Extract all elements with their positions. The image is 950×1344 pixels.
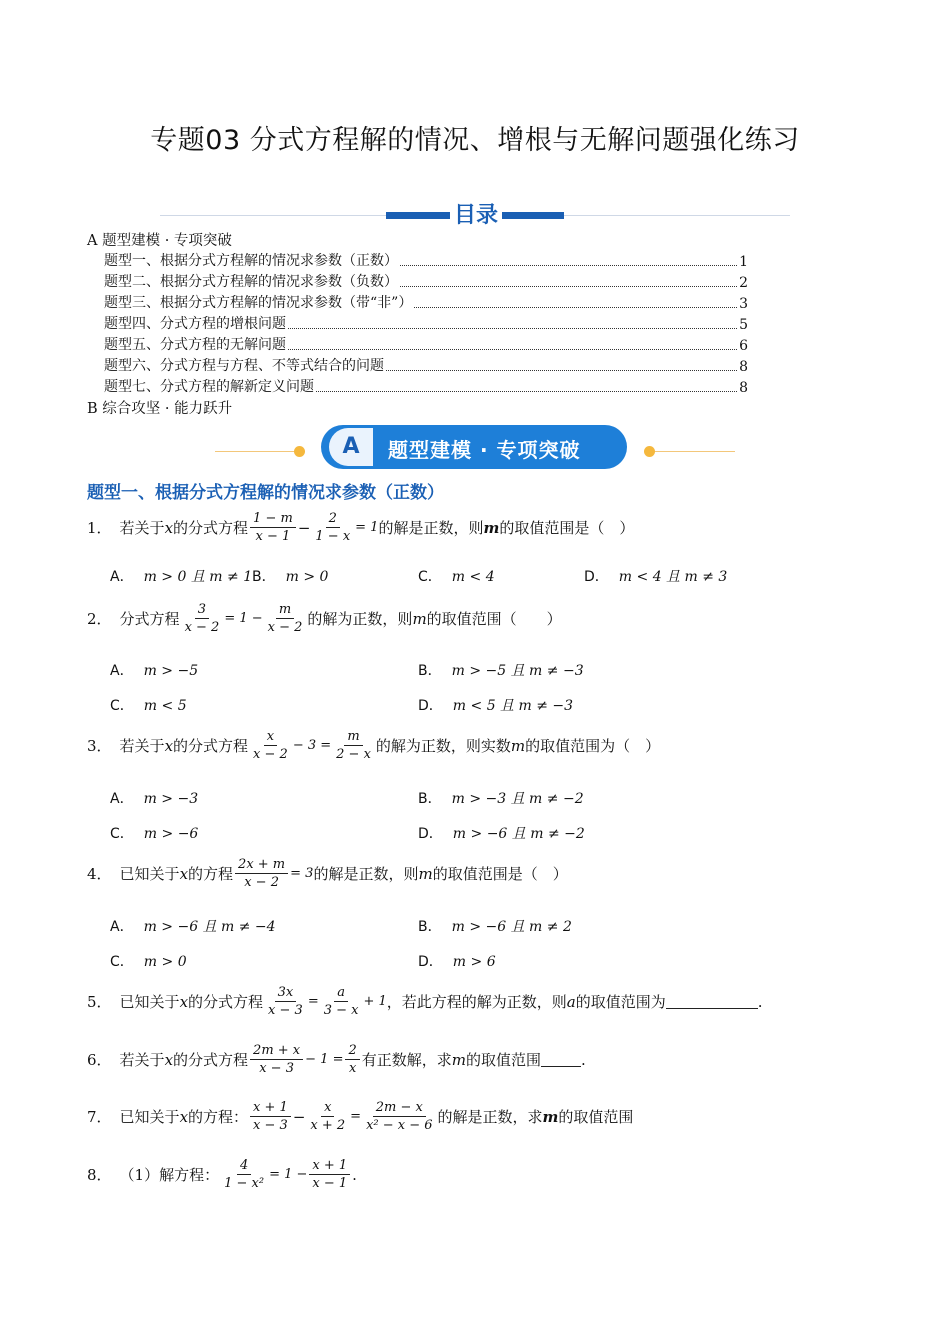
toc-dot-leader: [288, 349, 737, 350]
fraction-numerator: 2m − x: [373, 1100, 426, 1117]
math-operator: = 3: [290, 866, 314, 881]
option-b[interactable]: B． m > −5 且 m ≠ −3: [418, 663, 584, 679]
fraction: [250, 1100, 291, 1133]
question-text: .: [352, 1165, 357, 1184]
math-variable: x: [179, 864, 189, 883]
toc-entry-page: 6: [739, 338, 748, 354]
option-value: m > 0: [285, 569, 329, 585]
question-text: 的解是正数，则: [313, 865, 419, 883]
fraction-numerator: m: [276, 602, 294, 619]
toc-entry-page: 3: [739, 296, 748, 312]
option-d[interactable]: D． m > −6 且 m ≠ −2: [418, 826, 585, 842]
fraction-denominator: x − 2: [244, 875, 279, 890]
option-a[interactable]: A． m > 0 且 m ≠ 1: [110, 569, 253, 585]
fraction: [345, 1043, 359, 1076]
fraction-denominator: x + 2: [310, 1118, 346, 1133]
banner-dot-left: [294, 446, 305, 457]
question-4: [87, 857, 568, 890]
fraction-denominator: 1 − x: [315, 529, 351, 544]
option-c[interactable]: C． m < 5: [110, 698, 187, 714]
option-b[interactable]: B． m > 0: [252, 569, 329, 585]
option-value: m > −6 且 m ≠ −2: [452, 826, 585, 842]
question-text: 的解是正数，则: [378, 519, 484, 537]
question-text: 的分式方程: [173, 1051, 249, 1069]
math-variable: x: [164, 1050, 174, 1069]
option-b[interactable]: B． m > −6 且 m ≠ 2: [418, 919, 572, 935]
toc-entry-label: 题型六、分式方程与方程、不等式结合的问题: [104, 358, 384, 374]
question-number: 5．: [87, 993, 112, 1011]
question-text: .: [757, 992, 763, 1011]
question-3: [87, 729, 660, 762]
question-text: 的取值范围: [466, 1051, 542, 1069]
toc-entry-page: 8: [739, 380, 748, 396]
fraction: [250, 1043, 303, 1076]
fraction-denominator: 1 − x²: [224, 1176, 265, 1191]
option-value: m > −6 且 m ≠ 2: [451, 919, 572, 935]
question-text: 的解为正数，则实数: [375, 737, 511, 755]
math-variable: m: [418, 864, 433, 883]
question-text: 的取值范围为（ ）: [525, 737, 661, 755]
page-title: 专题03 分式方程解的情况、增根与无解问题强化练习: [150, 125, 800, 156]
toc-entry-label: 题型四、分式方程的增根问题: [104, 316, 286, 332]
question-text: 的分式方程: [188, 993, 264, 1011]
fraction-numerator: x: [264, 729, 277, 746]
option-value: m < 4 且 m ≠ 3: [618, 569, 728, 585]
banner-line-left: [215, 451, 305, 452]
question-text: 的解为正数，则: [307, 610, 413, 628]
math-operator: − 1 =: [305, 1052, 344, 1067]
question-text: 的分式方程: [173, 737, 249, 755]
fraction: [250, 511, 296, 544]
math-variable: m: [510, 736, 526, 755]
fraction-numerator: 3x: [275, 985, 297, 1002]
fraction: [265, 985, 306, 1018]
option-value: m > −3 且 m ≠ −2: [451, 791, 584, 807]
math-operator: =: [307, 994, 319, 1009]
question-text: 的取值范围为: [575, 993, 666, 1011]
toc-part-b[interactable]: B 综合攻坚 · 能力跃升: [87, 401, 233, 417]
toc-entry-label: 题型一、根据分式方程解的情况求参数（正数）: [104, 253, 398, 269]
option-b[interactable]: B． m > −3 且 m ≠ −2: [418, 791, 584, 807]
math-variable: x: [164, 518, 174, 537]
question-text: 已知关于: [119, 1108, 180, 1126]
fraction: [265, 602, 306, 635]
question-2: [87, 602, 562, 635]
option-value: m > 6: [452, 954, 496, 970]
toc-dot-leader: [316, 391, 737, 392]
fraction: [221, 1158, 267, 1191]
option-c[interactable]: C． m < 4: [418, 569, 495, 585]
toc-heading: 目录: [450, 198, 502, 229]
fraction-denominator: x − 2: [267, 620, 303, 635]
option-d[interactable]: D． m > 6: [418, 954, 496, 970]
toc-entry-page: 5: [739, 317, 748, 333]
fraction: [235, 857, 288, 890]
question-text: 若关于: [119, 519, 165, 537]
question-text: 的取值范围是（ ）: [432, 865, 568, 883]
question-text: 的方程：: [188, 1108, 249, 1126]
math-variable: m: [412, 609, 427, 628]
option-a[interactable]: A． m > −6 且 m ≠ −4: [110, 919, 276, 935]
question-6: [87, 1043, 586, 1076]
question-8: [87, 1158, 357, 1191]
math-operator: + 1: [363, 994, 387, 1009]
question-text: 已知关于: [119, 993, 180, 1011]
toc-dot-leader: [288, 328, 737, 329]
math-variable: m: [542, 1107, 559, 1126]
option-value: m > −6: [143, 826, 199, 842]
question-number: 2．: [87, 610, 112, 628]
toc-dot-leader: [400, 265, 737, 266]
answer-blank[interactable]: [541, 1052, 581, 1067]
question-text: 的解是正数，求: [437, 1108, 543, 1126]
toc-entry[interactable]: [104, 250, 748, 270]
section-heading: 题型一、根据分式方程解的情况求参数（正数）: [87, 483, 444, 503]
banner-line-right: [645, 451, 735, 452]
toc-entry-label: 题型三、根据分式方程解的情况求参数（带“非”）: [104, 295, 413, 311]
math-operator: −: [292, 1107, 306, 1126]
banner-dot-right: [644, 446, 655, 457]
question-1: [87, 511, 634, 544]
math-operator: −: [297, 518, 311, 537]
toc-entry[interactable]: [104, 313, 748, 333]
question-text: ，若此方程的解为正数，则: [386, 993, 567, 1011]
option-c[interactable]: C． m > −6: [110, 826, 199, 842]
fraction: [182, 602, 223, 635]
question-text: .: [581, 1050, 586, 1069]
fraction-denominator: 2 − x: [336, 747, 371, 762]
question-text: 若关于: [119, 1051, 165, 1069]
fraction: [309, 1158, 350, 1191]
fraction-denominator: x: [348, 1061, 357, 1076]
fraction-numerator: 3: [195, 602, 209, 619]
toc-entry[interactable]: [104, 271, 748, 291]
toc-entry-label: 题型二、根据分式方程解的情况求参数（负数）: [104, 274, 398, 290]
toc-accent-bar-left: [386, 212, 450, 219]
fraction-numerator: x + 1: [309, 1158, 350, 1175]
question-number: 3．: [87, 737, 112, 755]
toc-dot-leader: [414, 307, 737, 308]
option-a[interactable]: A． m > −3: [110, 791, 199, 807]
toc-dot-leader: [386, 370, 737, 371]
math-variable: x: [179, 1107, 189, 1126]
option-value: m < 5 且 m ≠ −3: [452, 698, 574, 714]
option-value: m > −6 且 m ≠ −4: [143, 919, 276, 935]
option-a[interactable]: A． m > −5: [110, 663, 199, 679]
toc-entry[interactable]: [104, 376, 748, 396]
question-text: （1）解方程：: [119, 1166, 220, 1184]
toc-part-a[interactable]: A 题型建模 · 专项突破: [87, 233, 232, 249]
fraction-denominator: x − 3: [268, 1003, 303, 1018]
option-c[interactable]: C． m > 0: [110, 954, 187, 970]
fraction: [363, 1100, 435, 1133]
fraction: [250, 729, 291, 762]
fraction-numerator: 1 − m: [250, 511, 296, 528]
fraction-denominator: x − 1: [312, 1176, 348, 1191]
fraction-denominator: x − 3: [253, 1118, 288, 1133]
fraction-denominator: x² − x − 6: [366, 1118, 433, 1133]
math-operator: = 1 −: [269, 1167, 308, 1182]
toc-entry[interactable]: [104, 355, 748, 375]
question-text: 的分式方程: [173, 519, 249, 537]
toc-dot-leader: [400, 286, 737, 287]
fraction-numerator: 2x + m: [235, 857, 288, 874]
fraction-numerator: x + 1: [250, 1100, 291, 1117]
fraction: [321, 985, 362, 1018]
toc-entry-label: 题型五、分式方程的无解问题: [104, 337, 286, 353]
toc-entry[interactable]: [104, 334, 748, 354]
toc-entry-page: 8: [739, 359, 748, 375]
math-operator: = 1: [355, 520, 379, 535]
question-7: [87, 1100, 633, 1133]
question-number: 4．: [87, 865, 112, 883]
banner-text: 题型建模 · 专项突破: [388, 438, 581, 462]
question-text: 分式方程: [119, 610, 180, 628]
option-value: m > 0: [143, 954, 187, 970]
option-d[interactable]: D． m < 5 且 m ≠ −3: [418, 698, 574, 714]
toc-entry-page: 2: [739, 275, 748, 291]
option-value: m > −5: [143, 663, 199, 679]
fraction-numerator: x: [321, 1100, 334, 1117]
fraction-numerator: 2: [345, 1043, 359, 1060]
toc-entry-page: 1: [739, 254, 748, 270]
fraction-numerator: m: [344, 729, 362, 746]
math-operator: =: [350, 1109, 362, 1124]
option-value: m < 5: [143, 698, 187, 714]
question-number: 1．: [87, 519, 112, 537]
fraction-denominator: x − 3: [259, 1061, 294, 1076]
banner-letter: A: [329, 428, 373, 466]
option-value: m > −5 且 m ≠ −3: [451, 663, 584, 679]
question-text: 的取值范围是（ ）: [499, 519, 635, 537]
fraction-denominator: x − 1: [255, 529, 291, 544]
option-value: m < 4: [451, 569, 495, 585]
fraction-numerator: 2: [326, 511, 340, 528]
fraction-numerator: 4: [237, 1158, 251, 1175]
fraction: [312, 511, 353, 544]
question-text: 若关于: [119, 737, 165, 755]
fraction-denominator: x − 2: [253, 747, 288, 762]
fraction-numerator: a: [334, 985, 348, 1002]
fraction-denominator: 3 − x: [323, 1003, 359, 1018]
fraction-numerator: 2m + x: [250, 1043, 303, 1060]
question-number: 6．: [87, 1051, 112, 1069]
question-number: 7．: [87, 1108, 112, 1126]
math-variable: a: [566, 992, 576, 1011]
question-text: 有正数解，求: [361, 1051, 452, 1069]
option-value: m > −3: [143, 791, 199, 807]
toc-entry-label: 题型七、分式方程的解新定义问题: [104, 379, 314, 395]
question-text: 的取值范围: [558, 1108, 634, 1126]
question-5: [87, 985, 763, 1018]
math-variable: m: [483, 518, 500, 537]
question-text: 的方程: [188, 865, 234, 883]
math-variable: m: [451, 1050, 466, 1069]
question-text: 的取值范围（ ）: [426, 610, 562, 628]
option-value: m > 0 且 m ≠ 1: [143, 569, 253, 585]
math-operator: = 1 −: [224, 611, 263, 626]
toc-accent-bar-right: [500, 212, 564, 219]
math-variable: x: [164, 736, 174, 755]
math-variable: x: [179, 992, 189, 1011]
toc-entry[interactable]: [104, 292, 748, 312]
fraction: [307, 1100, 348, 1133]
fraction: [333, 729, 374, 762]
question-text: 已知关于: [119, 865, 180, 883]
fraction-denominator: x − 2: [184, 620, 220, 635]
math-operator: − 3 =: [292, 738, 332, 753]
option-d[interactable]: D． m < 4 且 m ≠ 3: [584, 569, 728, 585]
answer-blank[interactable]: [666, 994, 758, 1009]
question-number: 8．: [87, 1166, 112, 1184]
